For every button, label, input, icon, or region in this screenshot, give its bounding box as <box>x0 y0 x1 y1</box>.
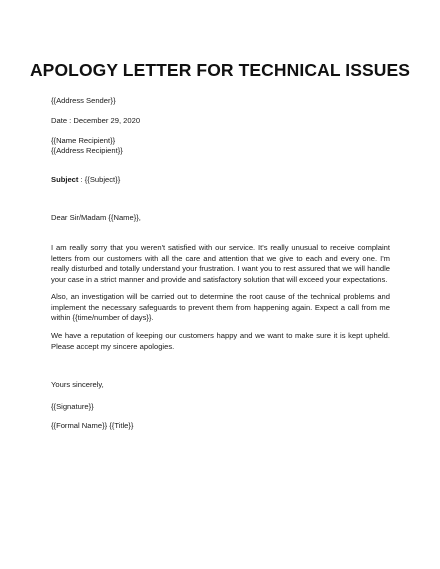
salutation: Dear Sir/Madam {{Name}}, <box>51 213 141 222</box>
date-line: Date : December 29, 2020 <box>51 116 141 125</box>
signature: {{Signature}} <box>51 402 94 411</box>
subject-value: : {{Subject}} <box>78 175 121 184</box>
document-title: APOLOGY LETTER FOR TECHNICAL ISSUES <box>29 60 411 80</box>
address-sender: {{Address Sender}} <box>51 96 116 105</box>
formal-name-title: {{Formal Name}} {{Title}} <box>51 421 134 430</box>
name-recipient: {{Name Recipient}} <box>51 136 116 145</box>
body-paragraph-2: Also, an investigation will be carried out to determine the root cause of the technical problems and implement the necessary safeguards to prevent them from happening again. Expect a call from me within {{time/number of days}}. <box>51 292 390 322</box>
subject-line <box>51 175 120 185</box>
closing: Yours sincerely, <box>51 380 104 389</box>
subject-label: Subject <box>51 175 79 184</box>
body-paragraph-1: I am really sorry that you weren't satisfied with our service. It's really unusual to receive complaint letters from our customers with all the care and attention that we give to each and every one. I'm really disturbed and totally understand your frustration. I want you to rest assured that we will handle your case in a strict manner and provide and satisfactory solution that will exceed your expectations. <box>51 243 390 284</box>
address-recipient: {{Address Recipient}} <box>51 146 123 155</box>
body-paragraph-3: We have a reputation of keeping our customers happy and we want to make sure it is kept upheld. Please accept my sincere apologies. <box>51 331 390 351</box>
